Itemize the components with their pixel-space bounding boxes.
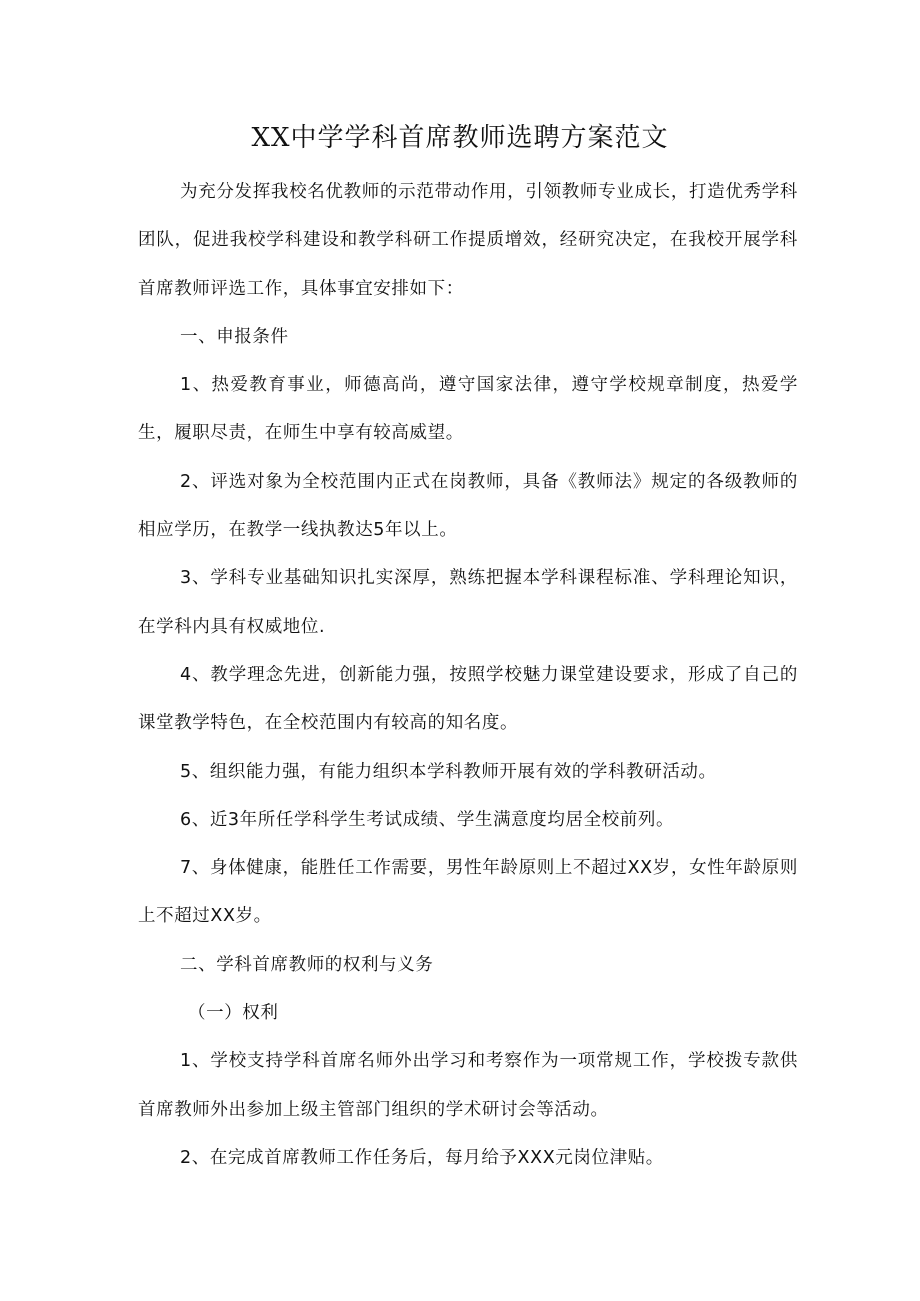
section-heading-conditions: 一、申报条件: [180, 326, 289, 347]
condition-paragraph-3: 3、学科专业基础知识扎实深厚，熟练把握本学科课程标准、学科理论知识，在学科内具有权威地位.: [138, 568, 798, 637]
condition-paragraph-5: 5、组织能力强，有能力组织本学科教师开展有效的学科教研活动。: [180, 761, 717, 782]
condition-paragraph-7: 7、身体健康，能胜任工作需要，男性年龄原则上不超过XX岁，女性年龄原则上不超过XX岁。: [138, 858, 798, 927]
condition-paragraph-2: 2、评选对象为全校范围内正式在岗教师，具备《教师法》规定的各级教师的相应学历，在教学一线执教达5年以上。: [138, 471, 798, 541]
condition-paragraph-4: 4、教学理念先进，创新能力强，按照学校魅力课堂建设要求，形成了自己的课堂教学特色，在全校范围内有较高的知名度。: [138, 664, 798, 734]
right-paragraph-2: 2、在完成首席教师工作任务后，每月给予XXX元岗位津贴。: [180, 1147, 664, 1168]
subsection-heading-rights: （一）权利: [188, 1003, 279, 1024]
right-paragraph-1: 1、学校支持学科首席名师外出学习和考察作为一项常规工作，学校拨专款供首席教师外出参加上级主管部门组织的学术研讨会等活动。: [138, 1051, 798, 1120]
intro-paragraph: 为充分发挥我校名优教师的示范带动作用，引领教师专业成长，打造优秀学科团队，促进我校学科建设和教学科研工作提质增效，经研究决定，在我校开展学科首席教师评选工作，具体事宜安排如下：: [138, 182, 798, 299]
section-heading-rights-duties: 二、学科首席教师的权利与义务: [180, 954, 434, 975]
document-title: XX中学学科首席教师选聘方案范文: [251, 123, 669, 153]
document-body: [138, 168, 798, 1182]
condition-paragraph-6: 6、近3年所任学科学生考试成绩、学生满意度均居全校前列。: [180, 809, 675, 830]
condition-paragraph-1: 1、热爱教育事业，师德高尚，遵守国家法律，遵守学校规章制度，热爱学生，履职尽责，在师生中享有较高威望。: [138, 375, 798, 444]
